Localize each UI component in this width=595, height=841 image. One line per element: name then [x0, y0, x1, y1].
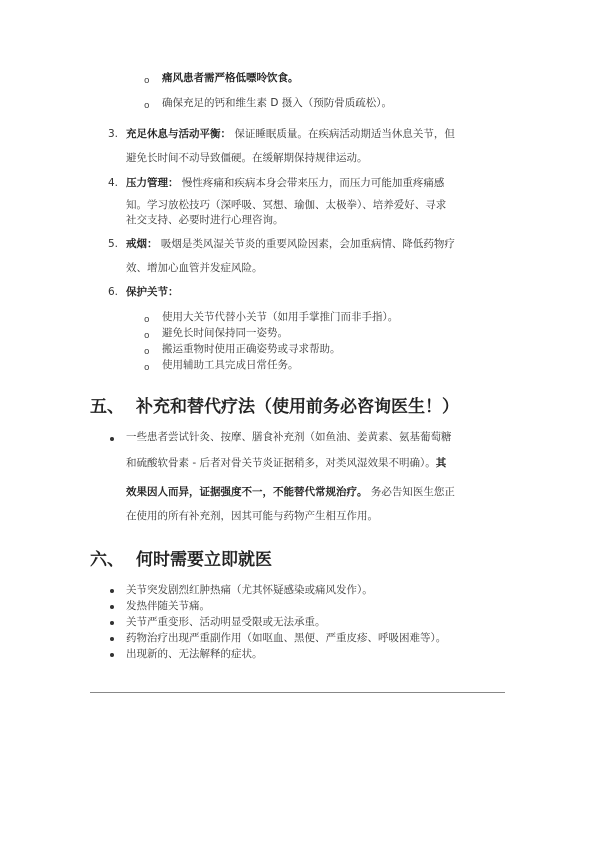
list-item-rest — [126, 237, 455, 251]
list-number: 4. — [108, 177, 119, 189]
section-number: 六、 — [90, 550, 124, 570]
section-heading: 补充和替代疗法（使用前务必咨询医生！） — [136, 397, 459, 417]
list-item-rest — [126, 127, 455, 141]
list-item: 出现新的、无法解释的症状。 — [126, 648, 263, 660]
list-item: 发热伴随关节痛。 — [126, 600, 210, 612]
bullet-dot — [110, 605, 114, 609]
list-item-line: 知。学习放松技巧（深呼吸、冥想、瑜伽、太极拳）、培养爱好、寻求 — [126, 199, 447, 211]
diet-subitem-text: 确保充足的钙和维生素 D 摄入（预防骨质疏松）。 — [162, 97, 393, 109]
list-item-line: 效、增加心血管并发症风险。 — [126, 262, 263, 274]
list-item-line: 社交支持、必要时进行心理咨询。 — [126, 214, 284, 226]
bullet-dot — [110, 637, 114, 641]
paragraph-line: 在使用的所有补充剂，因其可能与药物产生相互作用。 — [126, 510, 378, 522]
paragraph-text: 和硫酸软骨素 - 后者对骨关节炎证据稍多，对类风湿效果不明确）。 — [126, 457, 436, 469]
list-item-line: 慢性疼痛和疾病本身会带来压力，而压力可能加重疼痛感 — [181, 177, 445, 189]
list-number: 5. — [108, 238, 119, 250]
paragraph-bold-text: 效果因人而异，证据强度不一，不能替代常规治疗。 — [126, 486, 368, 498]
joint-subitem-text: 使用大关节代替小关节（如用手掌推门而非手指）。 — [162, 311, 399, 323]
list-item: 关节严重变形、活动明显受限或无法承重。 — [126, 616, 326, 628]
list-item-title: 充足休息与活动平衡： — [126, 128, 231, 140]
list-item: 关节突发剧烈红肿热痛（尤其怀疑感染或痛风发作）。 — [126, 584, 373, 596]
sub-bullet: o — [144, 347, 150, 357]
sub-bullet: o — [144, 101, 150, 111]
list-item-line: 避免长时间不动导致僵硬。在缓解期保持规律运动。 — [126, 152, 368, 164]
sub-bullet: o — [144, 363, 150, 373]
list-item-title: 压力管理： — [126, 177, 179, 189]
bullet-dot — [110, 621, 114, 625]
bullet-dot — [110, 437, 114, 441]
joint-subitem-text: 使用辅助工具完成日常任务。 — [162, 359, 299, 371]
paragraph-text: 务必告知医生您正 — [370, 486, 455, 498]
paragraph-bold-text: 其 — [435, 457, 447, 469]
sub-bullet: o — [144, 331, 150, 341]
sub-bullet: o — [144, 315, 150, 325]
list-number: 6. — [108, 286, 119, 298]
joint-subitem-text: 搬运重物时使用正确姿势或寻求帮助。 — [162, 343, 341, 355]
section-heading: 何时需要立即就医 — [136, 550, 272, 570]
paragraph-line — [126, 485, 455, 499]
horizontal-rule — [90, 692, 505, 693]
paragraph-line: 一些患者尝试针灸、按摩、膳食补充剂（如鱼油、姜黄素、氨基葡萄糖 — [126, 431, 452, 443]
list-item-title: 戒烟： — [126, 238, 158, 250]
list-item-title: 保护关节： — [126, 286, 179, 298]
list-number: 3. — [108, 128, 119, 140]
sub-bullet: o — [144, 76, 150, 86]
list-item-line: 保证睡眠质量。在疾病活动期适当休息关节，但 — [234, 128, 455, 140]
list-item: 药物治疗出现严重副作用（如呕血、黑便、严重皮疹、呼吸困难等）。 — [126, 632, 447, 644]
bullet-dot — [110, 589, 114, 593]
paragraph-line — [126, 456, 446, 470]
bullet-dot — [110, 653, 114, 657]
diet-subitem-text: 痛风患者需严格低嘌呤饮食。 — [162, 72, 299, 84]
joint-subitem-text: 避免长时间保持同一姿势。 — [162, 327, 288, 339]
list-item-line: 吸烟是类风湿关节炎的重要风险因素，会加重病情、降低药物疗 — [160, 238, 455, 250]
section-number: 五、 — [90, 397, 124, 417]
list-item-rest — [126, 176, 444, 190]
